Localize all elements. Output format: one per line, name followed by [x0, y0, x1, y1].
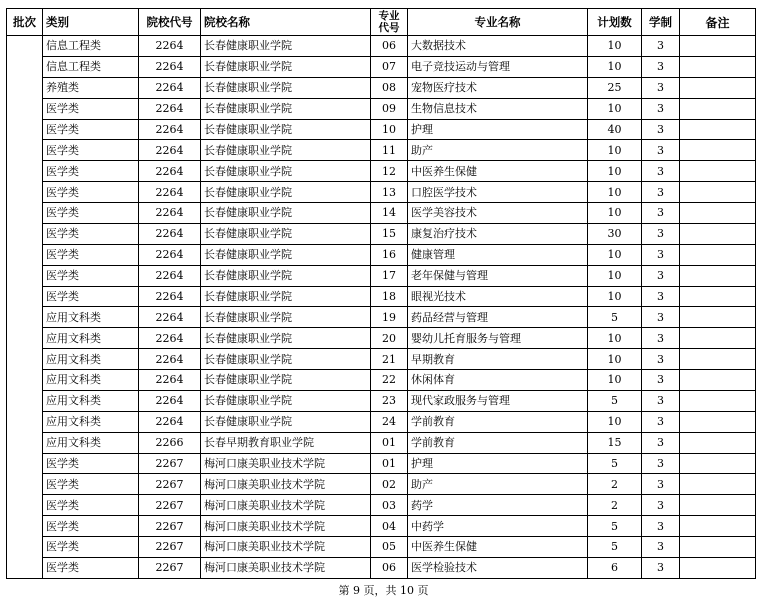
- cell-years: 3: [642, 557, 680, 578]
- cell-major-code: 10: [371, 119, 408, 140]
- cell-years: 3: [642, 474, 680, 495]
- cell-major-name: 中医养生保健: [408, 161, 588, 182]
- cell-years: 3: [642, 370, 680, 391]
- cell-major-name: 助产: [408, 140, 588, 161]
- cell-school-name: 长春健康职业学院: [201, 223, 371, 244]
- cell-note: [680, 349, 756, 370]
- table-row: [7, 307, 756, 328]
- cell-major-code: 15: [371, 223, 408, 244]
- cell-school-code: 2264: [139, 98, 201, 119]
- cell-major-name: 医学美容技术: [408, 203, 588, 224]
- cell-school-code: 2264: [139, 161, 201, 182]
- cell-school-code: 2267: [139, 557, 201, 578]
- cell-category: 应用文科类: [43, 411, 139, 432]
- cell-major-name: 学前教育: [408, 411, 588, 432]
- cell-major-name: 中医养生保健: [408, 537, 588, 558]
- cell-major-code: 09: [371, 98, 408, 119]
- cell-plan: 15: [588, 432, 642, 453]
- cell-major-code: 06: [371, 36, 408, 57]
- cell-category: 医学类: [43, 203, 139, 224]
- cell-plan: 5: [588, 390, 642, 411]
- cell-plan: 10: [588, 265, 642, 286]
- cell-school-code: 2264: [139, 203, 201, 224]
- cell-category: 应用文科类: [43, 390, 139, 411]
- cell-years: 3: [642, 182, 680, 203]
- cell-school-code: 2264: [139, 77, 201, 98]
- cell-category: 医学类: [43, 98, 139, 119]
- cell-major-name: 眼视光技术: [408, 286, 588, 307]
- table-row: [7, 286, 756, 307]
- cell-school-code: 2264: [139, 244, 201, 265]
- cell-note: [680, 453, 756, 474]
- cell-years: 3: [642, 161, 680, 182]
- cell-school-code: 2264: [139, 182, 201, 203]
- table-row: [7, 161, 756, 182]
- cell-category: 医学类: [43, 244, 139, 265]
- cell-major-name: 健康管理: [408, 244, 588, 265]
- cell-category: 医学类: [43, 557, 139, 578]
- cell-major-code: 22: [371, 370, 408, 391]
- cell-years: 3: [642, 432, 680, 453]
- cell-years: 3: [642, 223, 680, 244]
- cell-major-code: 08: [371, 77, 408, 98]
- table-row: [7, 203, 756, 224]
- cell-school-code: 2267: [139, 495, 201, 516]
- table-row: [7, 36, 756, 57]
- cell-years: 3: [642, 140, 680, 161]
- cell-note: [680, 223, 756, 244]
- cell-category: 应用文科类: [43, 328, 139, 349]
- cell-note: [680, 98, 756, 119]
- cell-plan: 5: [588, 516, 642, 537]
- cell-major-name: 婴幼儿托育服务与管理: [408, 328, 588, 349]
- cell-years: 3: [642, 36, 680, 57]
- header-major-code: [371, 9, 408, 36]
- table-row: [7, 495, 756, 516]
- cell-school-name: 梅河口康美职业技术学院: [201, 495, 371, 516]
- cell-note: [680, 244, 756, 265]
- header-school-code: 院校代号: [139, 9, 201, 36]
- cell-school-name: 梅河口康美职业技术学院: [201, 537, 371, 558]
- cell-category: 应用文科类: [43, 432, 139, 453]
- cell-plan: 5: [588, 307, 642, 328]
- cell-plan: 40: [588, 119, 642, 140]
- cell-major-name: 早期教育: [408, 349, 588, 370]
- cell-school-code: 2264: [139, 119, 201, 140]
- cell-category: 信息工程类: [43, 56, 139, 77]
- table-row: [7, 432, 756, 453]
- table-row: [7, 328, 756, 349]
- cell-plan: 10: [588, 140, 642, 161]
- cell-category: 应用文科类: [43, 349, 139, 370]
- cell-plan: 10: [588, 203, 642, 224]
- cell-school-name: 长春健康职业学院: [201, 98, 371, 119]
- cell-note: [680, 432, 756, 453]
- cell-plan: 2: [588, 474, 642, 495]
- cell-school-name: 长春健康职业学院: [201, 182, 371, 203]
- cell-note: [680, 328, 756, 349]
- header-major-code-line2: 代号: [378, 22, 400, 34]
- cell-category: 医学类: [43, 161, 139, 182]
- table-body: [7, 36, 756, 579]
- cell-school-code: 2264: [139, 56, 201, 77]
- cell-major-code: 11: [371, 140, 408, 161]
- cell-plan: 10: [588, 182, 642, 203]
- cell-category: 应用文科类: [43, 370, 139, 391]
- cell-major-code: 13: [371, 182, 408, 203]
- cell-years: 3: [642, 349, 680, 370]
- cell-category: 医学类: [43, 453, 139, 474]
- cell-school-code: 2264: [139, 223, 201, 244]
- cell-school-name: 梅河口康美职业技术学院: [201, 474, 371, 495]
- cell-school-code: 2264: [139, 307, 201, 328]
- cell-years: 3: [642, 453, 680, 474]
- cell-note: [680, 182, 756, 203]
- table-row: [7, 474, 756, 495]
- cell-major-code: 01: [371, 432, 408, 453]
- cell-major-code: 04: [371, 516, 408, 537]
- cell-major-code: 19: [371, 307, 408, 328]
- cell-major-code: 12: [371, 161, 408, 182]
- cell-note: [680, 36, 756, 57]
- cell-major-name: 电子竞技运动与管理: [408, 56, 588, 77]
- cell-note: [680, 286, 756, 307]
- cell-school-code: 2264: [139, 265, 201, 286]
- cell-school-code: 2264: [139, 328, 201, 349]
- cell-batch: [7, 36, 43, 579]
- cell-school-name: 梅河口康美职业技术学院: [201, 453, 371, 474]
- cell-school-code: 2264: [139, 370, 201, 391]
- cell-category: 医学类: [43, 516, 139, 537]
- cell-major-name: 休闲体育: [408, 370, 588, 391]
- cell-category: 医学类: [43, 119, 139, 140]
- cell-major-name: 口腔医学技术: [408, 182, 588, 203]
- cell-note: [680, 516, 756, 537]
- cell-category: 医学类: [43, 265, 139, 286]
- table-row: [7, 370, 756, 391]
- cell-major-code: 17: [371, 265, 408, 286]
- cell-years: 3: [642, 98, 680, 119]
- cell-school-name: 长春健康职业学院: [201, 161, 371, 182]
- cell-major-code: 01: [371, 453, 408, 474]
- cell-major-name: 医学检验技术: [408, 557, 588, 578]
- cell-major-code: 18: [371, 286, 408, 307]
- cell-plan: 10: [588, 36, 642, 57]
- cell-school-code: 2267: [139, 474, 201, 495]
- cell-years: 3: [642, 244, 680, 265]
- cell-plan: 10: [588, 56, 642, 77]
- header-batch: 批次: [7, 9, 43, 36]
- page-footer: 第 9 页，共 10 页: [338, 584, 429, 597]
- cell-plan: 6: [588, 557, 642, 578]
- cell-years: 3: [642, 265, 680, 286]
- cell-school-name: 长春健康职业学院: [201, 36, 371, 57]
- cell-major-name: 中药学: [408, 516, 588, 537]
- cell-school-name: 长春健康职业学院: [201, 349, 371, 370]
- cell-major-name: 现代家政服务与管理: [408, 390, 588, 411]
- cell-school-code: 2264: [139, 390, 201, 411]
- cell-plan: 5: [588, 453, 642, 474]
- cell-school-code: 2267: [139, 453, 201, 474]
- cell-school-name: 长春健康职业学院: [201, 286, 371, 307]
- cell-years: 3: [642, 537, 680, 558]
- cell-major-code: 23: [371, 390, 408, 411]
- header-major-name: 专业名称: [408, 9, 588, 36]
- cell-category: 医学类: [43, 495, 139, 516]
- table-row: [7, 119, 756, 140]
- cell-school-code: 2267: [139, 516, 201, 537]
- cell-major-name: 康复治疗技术: [408, 223, 588, 244]
- cell-category: 养殖类: [43, 77, 139, 98]
- cell-major-name: 大数据技术: [408, 36, 588, 57]
- cell-note: [680, 140, 756, 161]
- cell-plan: 10: [588, 370, 642, 391]
- cell-category: 医学类: [43, 140, 139, 161]
- cell-plan: 10: [588, 349, 642, 370]
- cell-major-code: 03: [371, 495, 408, 516]
- cell-school-name: 长春健康职业学院: [201, 370, 371, 391]
- cell-category: 信息工程类: [43, 36, 139, 57]
- cell-plan: 10: [588, 411, 642, 432]
- table-row: [7, 244, 756, 265]
- cell-years: 3: [642, 495, 680, 516]
- cell-school-code: 2264: [139, 349, 201, 370]
- table-row: [7, 390, 756, 411]
- cell-major-name: 生物信息技术: [408, 98, 588, 119]
- cell-plan: 2: [588, 495, 642, 516]
- cell-note: [680, 265, 756, 286]
- cell-note: [680, 411, 756, 432]
- cell-years: 3: [642, 328, 680, 349]
- cell-note: [680, 370, 756, 391]
- cell-note: [680, 557, 756, 578]
- cell-years: 3: [642, 411, 680, 432]
- cell-plan: 30: [588, 223, 642, 244]
- cell-note: [680, 474, 756, 495]
- cell-school-name: 长春健康职业学院: [201, 328, 371, 349]
- cell-years: 3: [642, 516, 680, 537]
- header-major-code-line1: 专业: [378, 10, 400, 22]
- cell-years: 3: [642, 56, 680, 77]
- cell-note: [680, 56, 756, 77]
- cell-major-name: 老年保健与管理: [408, 265, 588, 286]
- cell-school-code: 2266: [139, 432, 201, 453]
- cell-major-code: 16: [371, 244, 408, 265]
- cell-plan: 10: [588, 244, 642, 265]
- cell-major-name: 学前教育: [408, 432, 588, 453]
- cell-major-name: 护理: [408, 453, 588, 474]
- table-row: [7, 140, 756, 161]
- cell-school-name: 长春健康职业学院: [201, 56, 371, 77]
- table-row: [7, 537, 756, 558]
- cell-plan: 5: [588, 537, 642, 558]
- table-row: [7, 349, 756, 370]
- table-row: [7, 182, 756, 203]
- cell-note: [680, 161, 756, 182]
- cell-years: 3: [642, 390, 680, 411]
- cell-major-code: 21: [371, 349, 408, 370]
- cell-note: [680, 119, 756, 140]
- header-row: [7, 9, 756, 36]
- cell-major-code: 14: [371, 203, 408, 224]
- cell-major-name: 护理: [408, 119, 588, 140]
- cell-school-name: 长春健康职业学院: [201, 244, 371, 265]
- table-row: [7, 98, 756, 119]
- cell-note: [680, 307, 756, 328]
- header-years: 学制: [642, 9, 680, 36]
- cell-school-code: 2267: [139, 537, 201, 558]
- cell-years: 3: [642, 203, 680, 224]
- cell-school-name: 梅河口康美职业技术学院: [201, 557, 371, 578]
- table-row: [7, 453, 756, 474]
- cell-category: 医学类: [43, 182, 139, 203]
- table-row: [7, 223, 756, 244]
- cell-major-code: 06: [371, 557, 408, 578]
- cell-major-name: 药学: [408, 495, 588, 516]
- table-row: [7, 77, 756, 98]
- cell-category: 医学类: [43, 537, 139, 558]
- header-school-name: 院校名称: [201, 9, 371, 36]
- cell-school-code: 2264: [139, 140, 201, 161]
- cell-note: [680, 203, 756, 224]
- cell-note: [680, 390, 756, 411]
- header-plan: 计划数: [588, 9, 642, 36]
- cell-years: 3: [642, 119, 680, 140]
- cell-school-name: 梅河口康美职业技术学院: [201, 516, 371, 537]
- cell-plan: 10: [588, 161, 642, 182]
- cell-category: 医学类: [43, 474, 139, 495]
- cell-school-name: 长春健康职业学院: [201, 390, 371, 411]
- cell-years: 3: [642, 286, 680, 307]
- cell-school-name: 长春健康职业学院: [201, 203, 371, 224]
- header-category: 类别: [43, 9, 139, 36]
- cell-school-name: 长春早期教育职业学院: [201, 432, 371, 453]
- cell-school-name: 长春健康职业学院: [201, 411, 371, 432]
- cell-school-code: 2264: [139, 411, 201, 432]
- cell-school-name: 长春健康职业学院: [201, 77, 371, 98]
- cell-plan: 25: [588, 77, 642, 98]
- cell-major-name: 助产: [408, 474, 588, 495]
- cell-major-code: 24: [371, 411, 408, 432]
- cell-school-name: 长春健康职业学院: [201, 140, 371, 161]
- cell-category: 医学类: [43, 223, 139, 244]
- cell-category: 医学类: [43, 286, 139, 307]
- cell-school-name: 长春健康职业学院: [201, 119, 371, 140]
- cell-major-code: 02: [371, 474, 408, 495]
- cell-school-name: 长春健康职业学院: [201, 265, 371, 286]
- cell-years: 3: [642, 77, 680, 98]
- cell-school-code: 2264: [139, 286, 201, 307]
- cell-plan: 10: [588, 98, 642, 119]
- cell-category: 应用文科类: [43, 307, 139, 328]
- cell-major-code: 05: [371, 537, 408, 558]
- cell-school-name: 长春健康职业学院: [201, 307, 371, 328]
- table-row: [7, 265, 756, 286]
- cell-plan: 10: [588, 328, 642, 349]
- cell-note: [680, 537, 756, 558]
- cell-plan: 10: [588, 286, 642, 307]
- table-row: [7, 56, 756, 77]
- cell-major-code: 07: [371, 56, 408, 77]
- cell-note: [680, 495, 756, 516]
- cell-years: 3: [642, 307, 680, 328]
- table-row: [7, 557, 756, 578]
- cell-note: [680, 77, 756, 98]
- table-row: [7, 411, 756, 432]
- cell-school-code: 2264: [139, 36, 201, 57]
- admission-plan-table: [6, 8, 756, 579]
- cell-major-name: 药品经营与管理: [408, 307, 588, 328]
- cell-major-name: 宠物医疗技术: [408, 77, 588, 98]
- table-row: [7, 516, 756, 537]
- header-note: 备注: [680, 9, 756, 36]
- cell-major-code: 20: [371, 328, 408, 349]
